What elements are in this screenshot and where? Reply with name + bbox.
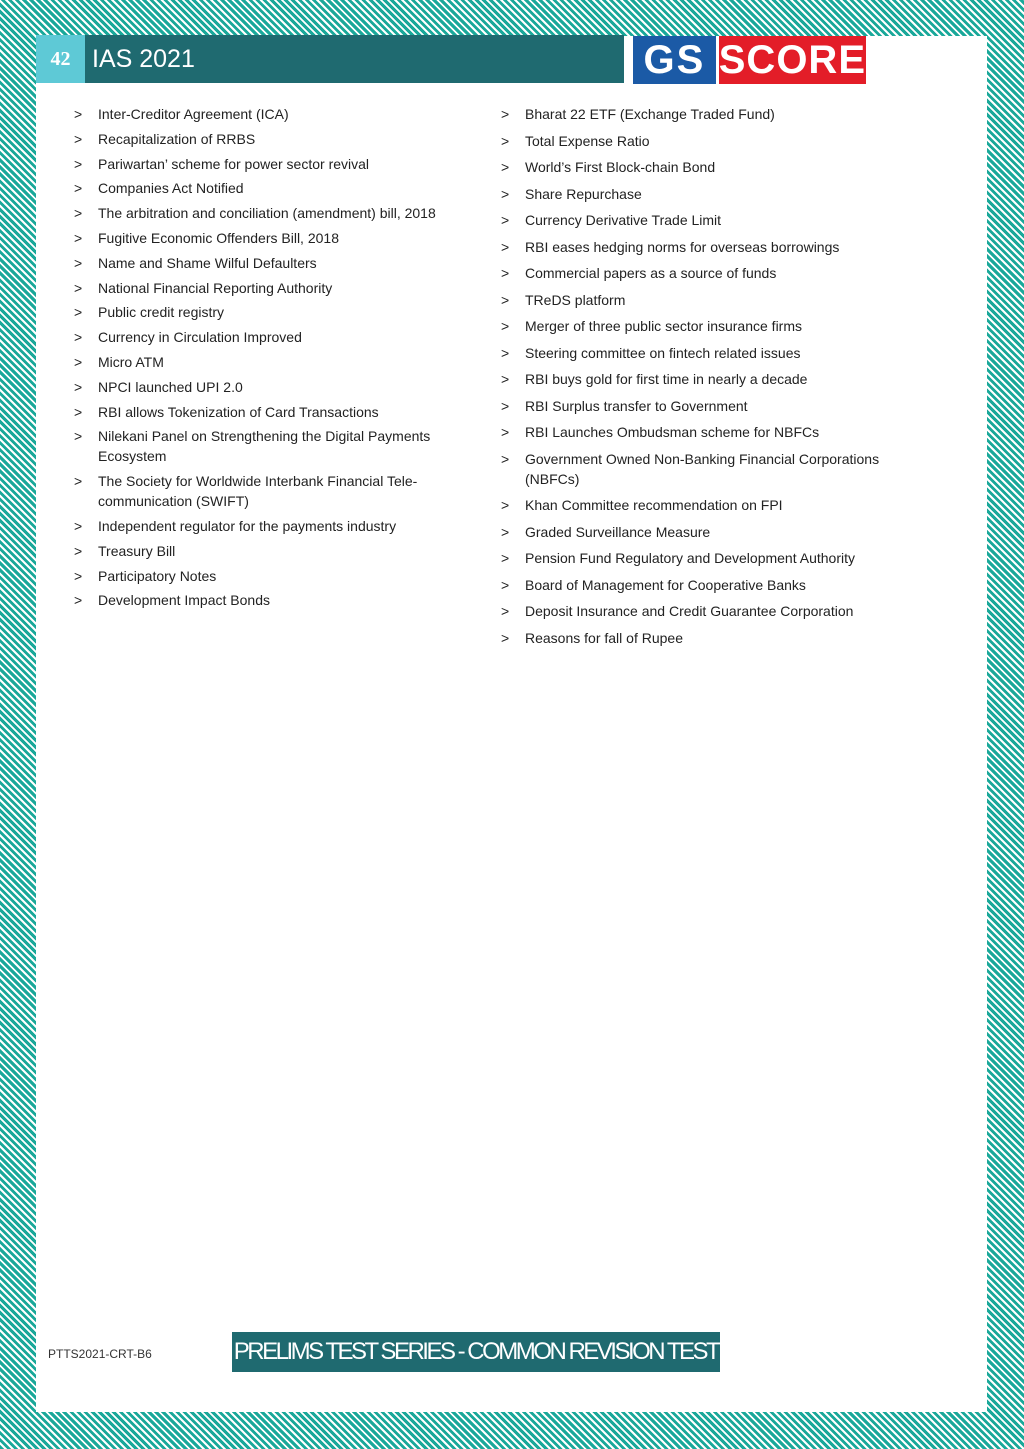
- topic-list-item: [489, 422, 919, 442]
- topic-label: Reasons for fall of Rupee: [525, 629, 683, 646]
- topic-label: Pension Fund Regulatory and Development Authority: [525, 550, 855, 566]
- page-header: [36, 35, 624, 83]
- bullet-arrow-icon: >: [501, 371, 510, 387]
- topic-label: Participatory Notes: [98, 567, 217, 584]
- bullet-arrow-icon: >: [74, 567, 83, 584]
- logo-score-text: SCORE: [718, 37, 866, 82]
- topic-label: Khan Committee recommendation on FPI: [525, 497, 783, 513]
- topic-list-item: [62, 541, 462, 561]
- topic-label: National Financial Reporting Authority: [98, 279, 333, 296]
- topic-label: RBI buys gold for first time in nearly a decade: [525, 371, 808, 387]
- footer-code: PTTS2021-CRT-B6: [48, 1347, 152, 1361]
- topic-list-item: [62, 178, 462, 198]
- topic-list-item: [489, 601, 919, 621]
- topic-label: Graded Surveillance Measure: [525, 523, 711, 540]
- topic-label: TReDS platform: [525, 291, 626, 308]
- topic-label: Fugitive Economic Offenders Bill, 2018: [98, 229, 339, 246]
- topic-label: Steering committee on fintech related issues: [525, 344, 801, 361]
- bullet-arrow-icon: >: [74, 279, 83, 296]
- bullet-arrow-icon: >: [501, 497, 510, 513]
- topic-label: RBI Launches Ombudsman scheme for NBFCs: [525, 424, 820, 440]
- topic-list-item: [489, 210, 919, 230]
- topic-list-item: [489, 495, 919, 515]
- bullet-arrow-icon: >: [501, 550, 510, 566]
- topic-list-item: [489, 131, 919, 151]
- bullet-arrow-icon: >: [501, 185, 510, 202]
- page-title: IAS 2021: [92, 45, 195, 73]
- bullet-arrow-icon: >: [74, 403, 83, 420]
- topic-list-item: [62, 352, 462, 372]
- bullet-arrow-icon: >: [74, 130, 83, 147]
- topic-label: Total Expense Ratio: [525, 132, 650, 149]
- topic-list-item: [489, 343, 919, 363]
- bullet-arrow-icon: >: [74, 180, 83, 197]
- topic-list-item: [62, 426, 462, 466]
- topic-list-left: [62, 104, 462, 615]
- bullet-arrow-icon: >: [74, 592, 83, 609]
- topic-list-item: [489, 184, 919, 204]
- bullet-arrow-icon: >: [74, 155, 83, 172]
- bullet-arrow-icon: >: [74, 473, 83, 490]
- topic-list-item: [489, 449, 919, 489]
- topic-list-right: [489, 104, 919, 654]
- topic-label: Companies Act Notified: [98, 180, 244, 197]
- topic-label: Development Impact Bonds: [98, 592, 270, 609]
- topic-list-item: [489, 548, 919, 568]
- topic-label: Pariwartan’ scheme for power sector revival: [98, 155, 370, 172]
- bullet-arrow-icon: >: [501, 450, 510, 467]
- topic-list-item: [489, 290, 919, 310]
- topic-label: Share Repurchase: [525, 185, 642, 202]
- bullet-arrow-icon: >: [501, 344, 510, 361]
- bullet-arrow-icon: >: [74, 378, 83, 395]
- topic-list-item: [62, 253, 462, 273]
- bullet-arrow-icon: >: [74, 205, 83, 222]
- topic-label: Treasury Bill: [98, 542, 176, 559]
- bullet-arrow-icon: >: [501, 576, 510, 593]
- topic-list-item: [489, 575, 919, 595]
- topic-label: Currency Derivative Trade Limit: [525, 212, 722, 228]
- bullet-arrow-icon: >: [501, 238, 510, 255]
- gs-score-logo: [633, 36, 866, 84]
- topic-label: The Society for Worldwide Interbank Financial Tele-communication (SWIFT): [98, 473, 418, 510]
- bullet-arrow-icon: >: [501, 212, 510, 228]
- topic-label: World’s First Block-chain Bond: [525, 159, 716, 175]
- topic-list-item: [62, 228, 462, 248]
- topic-label: Recapitalization of RRBS: [98, 130, 256, 147]
- bullet-arrow-icon: >: [501, 106, 510, 122]
- topic-label: Name and Shame Wilful Defaulters: [98, 254, 317, 271]
- bullet-arrow-icon: >: [501, 132, 510, 149]
- topic-list-item: [62, 402, 462, 422]
- topic-label: Board of Management for Cooperative Banks: [525, 576, 806, 593]
- topic-list-item: [489, 157, 919, 177]
- topic-label: RBI Surplus transfer to Government: [525, 397, 748, 414]
- topic-list-item: [62, 471, 462, 511]
- bullet-arrow-icon: >: [74, 329, 83, 346]
- topic-list-item: [62, 516, 462, 536]
- topic-list-item: [62, 302, 462, 322]
- topic-label: Bharat 22 ETF (Exchange Traded Fund): [525, 106, 775, 122]
- topic-list-item: [62, 203, 462, 223]
- bullet-arrow-icon: >: [74, 353, 83, 370]
- topic-label: RBI allows Tokenization of Card Transactions: [98, 403, 379, 420]
- footer-banner: PRELIMS TEST SERIES - COMMON REVISION TEST: [232, 1332, 720, 1372]
- bullet-arrow-icon: >: [74, 517, 83, 534]
- logo-gs-text: GS: [633, 36, 719, 84]
- bullet-arrow-icon: >: [501, 629, 510, 646]
- bullet-arrow-icon: >: [74, 304, 83, 321]
- topic-list-item: [62, 104, 462, 124]
- topic-list-item: [489, 263, 919, 283]
- bullet-arrow-icon: >: [501, 159, 510, 175]
- topic-list-item: [62, 566, 462, 586]
- bullet-arrow-icon: >: [74, 428, 83, 445]
- bullet-arrow-icon: >: [501, 265, 510, 281]
- topic-list-item: [489, 237, 919, 257]
- bullet-arrow-icon: >: [74, 542, 83, 559]
- bullet-arrow-icon: >: [501, 291, 510, 308]
- topic-label: Micro ATM: [98, 353, 164, 370]
- topic-list-item: [62, 327, 462, 347]
- topic-list-item: [489, 369, 919, 389]
- page-number: 42: [36, 35, 85, 83]
- topic-label: Public credit registry: [98, 304, 225, 321]
- topic-label: Commercial papers as a source of funds: [525, 265, 777, 281]
- bullet-arrow-icon: >: [501, 523, 510, 540]
- topic-list-item: [489, 396, 919, 416]
- topic-label: Inter-Creditor Agreement (ICA): [98, 106, 289, 122]
- bullet-arrow-icon: >: [74, 254, 83, 271]
- topic-label: RBI eases hedging norms for overseas borrowings: [525, 238, 840, 255]
- topic-label: Nilekani Panel on Strengthening the Digital Payments Ecosystem: [98, 428, 431, 465]
- topic-label: The arbitration and conciliation (amendment) bill, 2018: [98, 205, 436, 222]
- topic-label: NPCI launched UPI 2.0: [98, 378, 243, 395]
- bullet-arrow-icon: >: [501, 397, 510, 414]
- topic-list-item: [62, 377, 462, 397]
- topic-label: Merger of three public sector insurance firms: [525, 318, 802, 334]
- topic-label: Government Owned Non-Banking Financial Corporations (NBFCs): [525, 450, 880, 487]
- topic-list-item: [489, 316, 919, 336]
- topic-list-item: [62, 129, 462, 149]
- topic-list-item: [489, 522, 919, 542]
- bullet-arrow-icon: >: [74, 229, 83, 246]
- topic-list-item: [489, 628, 919, 648]
- bullet-arrow-icon: >: [501, 424, 510, 440]
- bullet-arrow-icon: >: [501, 603, 510, 619]
- topic-list-item: [62, 154, 462, 174]
- topic-label: Currency in Circulation Improved: [98, 329, 302, 346]
- topic-list-item: [62, 590, 462, 610]
- topic-label: Deposit Insurance and Credit Guarantee Corporation: [525, 603, 854, 619]
- topic-list-item: [489, 104, 919, 124]
- bullet-arrow-icon: >: [74, 106, 83, 122]
- topic-label: Independent regulator for the payments industry: [98, 517, 397, 534]
- bullet-arrow-icon: >: [501, 318, 510, 334]
- topic-list-item: [62, 278, 462, 298]
